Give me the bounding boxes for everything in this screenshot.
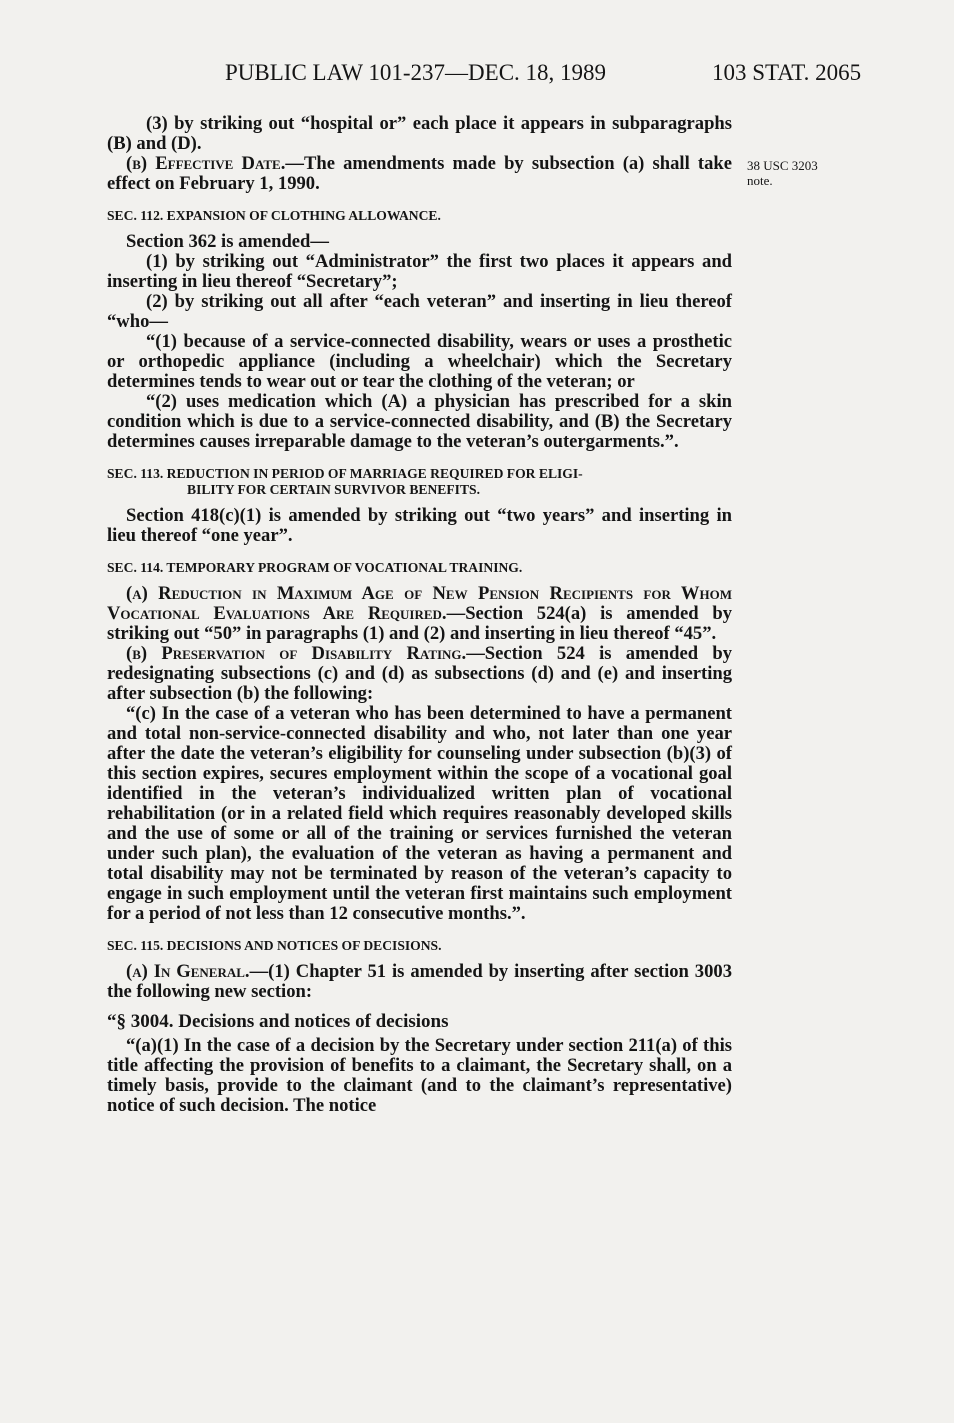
subsection-heading: (a) Reduction in Maximum Age of New Pension Recipients for Whom Vocational Evaluations Are Required. [107, 583, 732, 624]
section-heading: SEC. 112. EXPANSION OF CLOTHING ALLOWANCE. [107, 208, 441, 223]
paragraph [107, 644, 732, 704]
subsection-heading: (b) Effective Date. [126, 153, 286, 174]
paragraph: Section 418(c)(1) is amended by striking out “two years” and inserting in lieu thereof “one year”. [107, 505, 732, 546]
paragraph-text: —The amendments made by subsection (a) shall take effect on February 1, 1990. [107, 153, 732, 194]
section-heading: SEC. 114. TEMPORARY PROGRAM OF VOCATIONAL TRAINING. [107, 560, 523, 575]
paragraph [107, 154, 732, 194]
margin-note [747, 158, 857, 188]
paragraph: “(c) In the case of a veteran who has been determined to have a permanent and total non-service-connected disability and who, not later than one year after the date the veteran’s eligibility for counseling under subsection (b)(3) of this section expires, secures employment within the scope of a vocational goal identified in the veteran’s individualized written plan of vocational rehabilitation (or in a related field which requires reasonably developed skills and the use of some or all of the training or services furnished the veteran under such plan), the evaluation of the veteran as having a permanent and total disability may not be terminated by reason of the veteran’s capacity to engage in such employment until the veteran first maintains such employment for a period of not less than 12 consecutive months.”. [107, 703, 732, 924]
paragraph: “(2) uses medication which (A) a physician has prescribed for a skin condition which is due to a service-connected disability, and (B) the Secretary determines causes irreparable damage to the veteran’s outergarments.”. [107, 391, 732, 452]
section-heading: SEC. 115. DECISIONS AND NOTICES OF DECISIONS. [107, 938, 442, 953]
paragraph [107, 962, 732, 1002]
paragraph: (2) by striking out all after “each veteran” and inserting in lieu thereof “who— [107, 291, 732, 332]
paragraph: “(a)(1) In the case of a decision by the Secretary under section 211(a) of this title affecting the provision of benefits to a claimant, the Secretary shall, on a timely basis, provide to the claimant (and to the claimant’s representative) notice of such decision. The notice [107, 1035, 732, 1116]
subsection-heading: (b) Preservation of Disability Rating. [126, 643, 467, 664]
paragraph-text: —Section 524(a) is amended by striking out “50” in paragraphs (1) and (2) and inserting in lieu thereof “45”. [107, 603, 732, 644]
margin-note-label: note. [747, 173, 773, 188]
subsection-heading: (a) In General. [126, 961, 250, 982]
margin-note-citation: 38 USC 3203 [747, 158, 818, 173]
code-section-heading: “§ 3004. Decisions and notices of decisions [107, 1011, 449, 1032]
section-heading: SEC. 113. REDUCTION IN PERIOD OF MARRIAGE REQUIRED FOR ELIGI- [107, 466, 583, 481]
paragraph: (1) by striking out “Administrator” the first two places it appears and inserting in lieu thereof “Secretary”; [107, 251, 732, 292]
body-text [107, 114, 732, 1116]
paragraph-text: —(1) Chapter 51 is amended by inserting after section 3003 the following new section: [107, 961, 732, 1002]
section-heading-continued: BILITY FOR CERTAIN SURVIVOR BENEFITS. [187, 482, 480, 497]
running-title: PUBLIC LAW 101-237—DEC. 18, 1989 [225, 60, 607, 85]
paragraph-text: —Section 524 is amended by redesignating subsections (c) and (d) as subsections (d) and (e) and inserting after subsection (b) the following: [107, 643, 733, 704]
page-header [0, 60, 954, 92]
paragraph: (3) by striking out “hospital or” each place it appears in subparagraphs (B) and (D). [107, 113, 732, 154]
stat-page-number: 103 STAT. 2065 [712, 60, 862, 85]
paragraph: Section 362 is amended— [126, 231, 329, 252]
paragraph: “(1) because of a service-connected disability, wears or uses a prosthetic or orthopedic appliance (including a wheelchair) which the Secretary determines tends to wear out or tear the clothing of the veteran; or [107, 331, 732, 392]
paragraph [107, 584, 732, 644]
